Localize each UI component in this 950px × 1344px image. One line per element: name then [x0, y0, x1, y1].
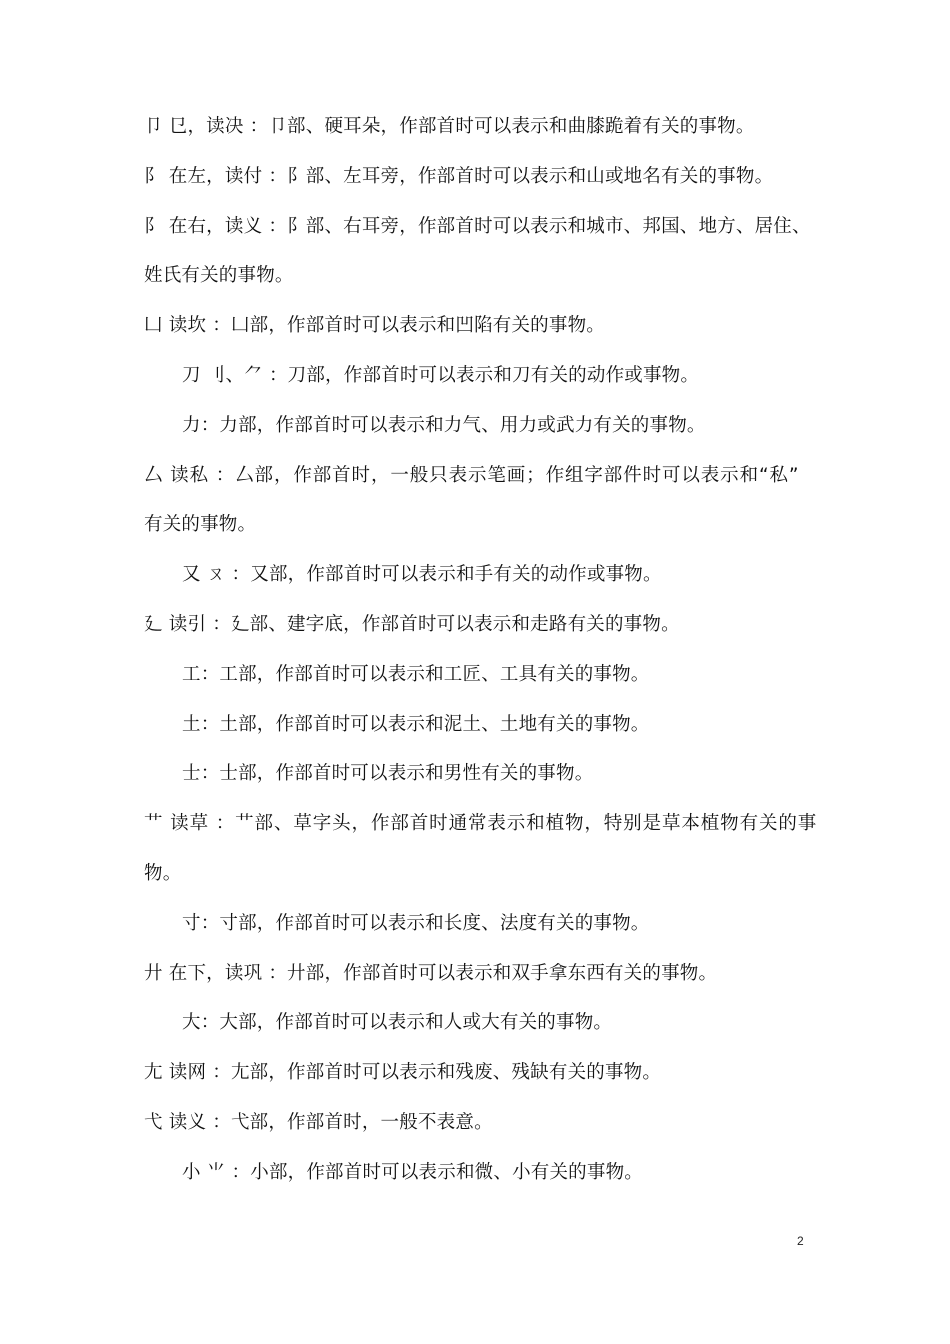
text-line: 大：大部，作部首时可以表示和人或大有关的事物。	[182, 1012, 613, 1034]
text-line: 寸：寸部，作部首时可以表示和长度、法度有关的事物。	[182, 912, 650, 934]
text-line: 有关的事物。	[144, 514, 257, 536]
text-line: 廾 在下，读巩 ：廾部，作部首时可以表示和双手拿东西有关的事物。	[144, 962, 718, 984]
text-line: 姓氏有关的事物。	[144, 265, 294, 287]
text-line: 土：土部，作部首时可以表示和泥土、土地有关的事物。	[182, 713, 650, 735]
text-line: 力：力部，作部首时可以表示和力气、用力或武力有关的事物。	[182, 414, 706, 436]
text-line: 刀 刂、⺈ ：刀部，作部首时可以表示和刀有关的动作或事物。	[182, 364, 700, 386]
text-line: 小 ⺌ ：小部，作部首时可以表示和微、小有关的事物。	[182, 1161, 643, 1183]
text-line: 工：工部，作部首时可以表示和工匠、工具有关的事物。	[182, 663, 650, 685]
text-line: 厶 读私 ：厶部，作部首时，一般只表示笔画；作组字部件时可以表示和“私”	[144, 464, 800, 486]
text-line: 廴 读引 ：廴部、建字底，作部首时可以表示和走路有关的事物。	[144, 613, 680, 635]
text-line: 阝 在右，读义 ：阝部、右耳旁，作部首时可以表示和城市、邦国、地方、居住、	[144, 215, 811, 237]
text-line: 士：士部，作部首时可以表示和男性有关的事物。	[182, 763, 594, 785]
text-line: 又 ㄡ ：又部，作部首时可以表示和手有关的动作或事物。	[182, 564, 662, 586]
text-line: 阝 在左，读付 ：阝部、左耳旁，作部首时可以表示和山或地名有关的事物。	[144, 165, 774, 187]
text-line: 卩 㔾，读决 ：卩部、硬耳朵，作部首时可以表示和曲膝跪着有关的事物。	[144, 116, 755, 137]
document-body	[144, 114, 818, 1210]
text-line: 凵 读坎 ：凵部，作部首时可以表示和凹陷有关的事物。	[144, 315, 605, 337]
text-line: 尢 读网 ：尢部，作部首时可以表示和残废、残缺有关的事物。	[144, 1062, 662, 1084]
text-line: 艹 读草 ：艹部、草字头，作部首时通常表示和植物，特别是草本植物有关的事	[144, 813, 818, 835]
text-line: 弋 读义 ：弋部，作部首时，一般不表意。	[144, 1111, 493, 1133]
page-number: 2	[797, 1234, 804, 1248]
text-line: 物。	[144, 862, 182, 884]
